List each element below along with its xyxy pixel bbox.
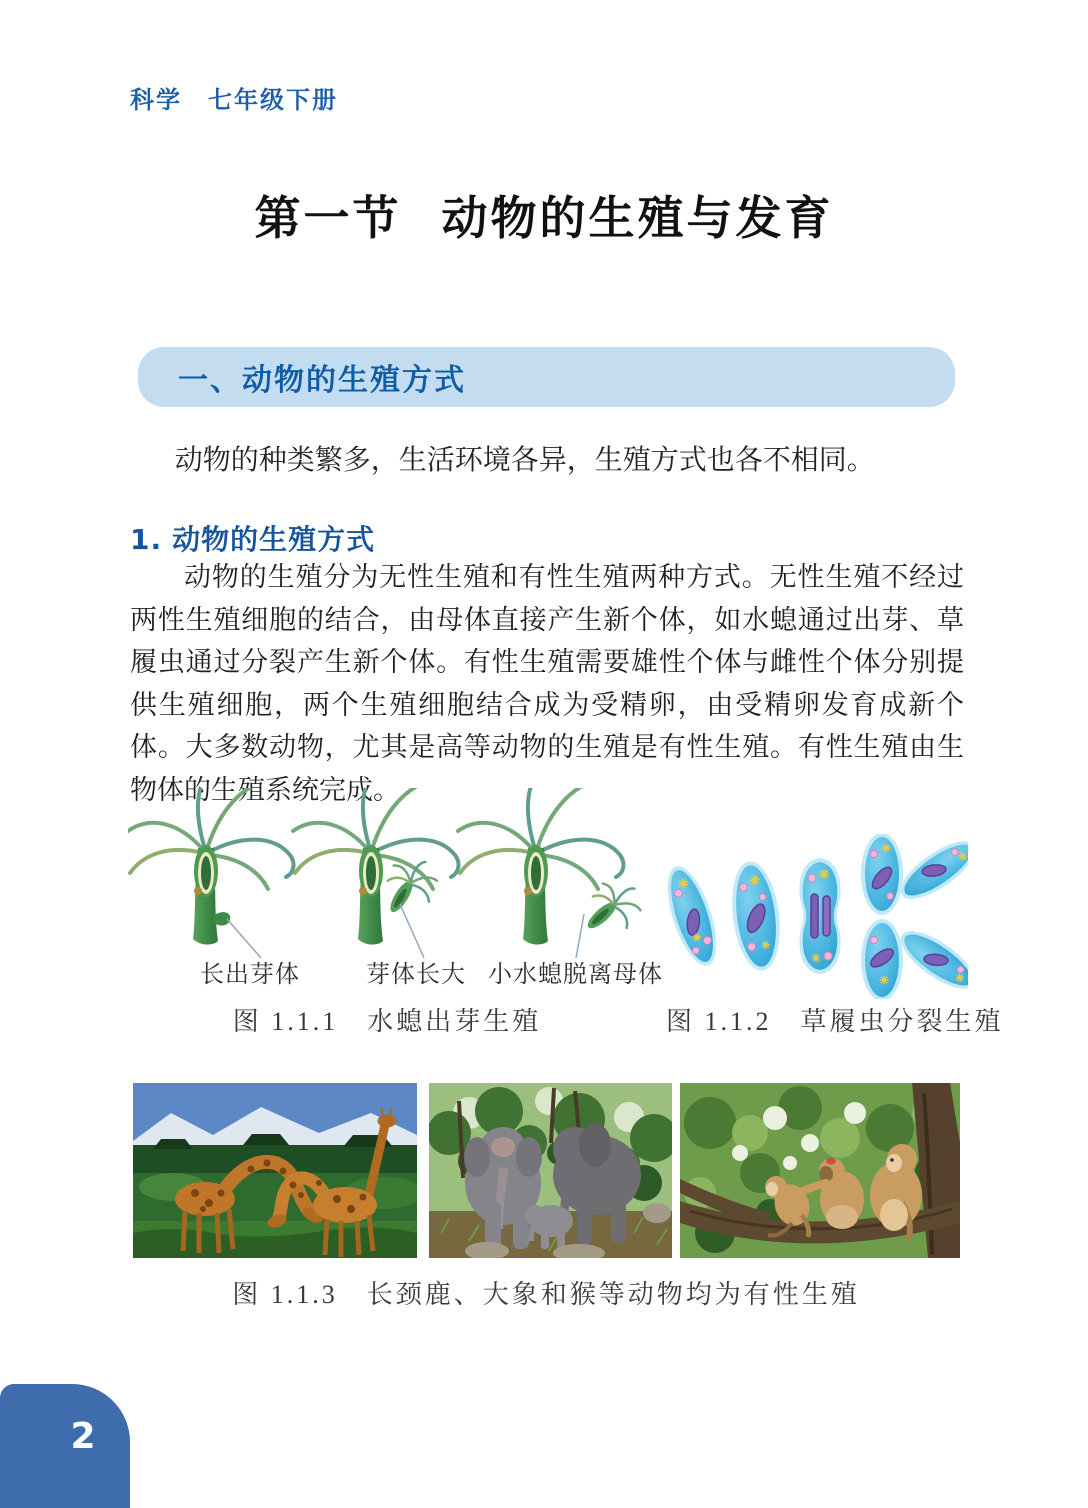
hydra-label-bud-grows: 芽体长大 [366,962,466,988]
hydra-illustration [128,788,646,968]
book-volume: 七年级下册 [208,87,338,114]
figure-caption-hydra: 图 1.1.1 水螅出芽生殖 [232,1007,542,1036]
page-number: 2 [70,1416,96,1457]
figure-caption-photos: 图 1.1.3 长颈鹿、大象和猴等动物均为有性生殖 [232,1280,860,1309]
paramecium-illustration [666,834,968,999]
page-title-prefix: 第一节 [254,191,402,245]
hydra-label-bud-forms: 长出芽体 [200,962,300,988]
book-header [130,80,338,115]
subsection-heading [130,518,375,558]
page-number-tab [0,1384,130,1508]
book-title: 科学 [130,87,182,114]
photo-row [0,1083,1088,1258]
page-title [0,182,1088,248]
page-title-main: 动物的生殖与发育 [441,191,834,245]
figure-caption-paramecium: 图 1.1.2 草履虫分裂生殖 [666,1007,1004,1036]
subsection-number: 1. [130,523,163,556]
intro-paragraph: 动物的种类繁多，生活环境各异，生殖方式也各不相同。 [174,445,875,476]
topic-banner-label: 一、动物的生殖方式 [178,363,466,398]
elephant-photo [429,1083,672,1258]
hydra-label-bud-detaches: 小水螅脱离母体 [488,962,663,988]
monkey-photo [680,1083,960,1258]
figure-paramecium-fission [666,788,1004,1040]
subsection-title: 动物的生殖方式 [172,523,376,556]
giraffe-photo [133,1083,417,1258]
body-paragraph: 动物的生殖分为无性生殖和有性生殖两种方式。无性生殖不经过两性生殖细胞的结合，由母体直接产生新个体，如水螅通过出芽、草履虫通过分裂产生新个体。有性生殖需要雄性个体与雌性个体分别提供生殖细胞，两个生殖细胞结合成为受精卵，由受精卵发育成新个体。大多数动物，尤其是高等动物的生殖是有性生殖。有性生殖由生物体的生殖系统完成。 [130,562,964,805]
topic-banner [138,347,955,407]
figure-hydra-budding [128,788,663,1040]
